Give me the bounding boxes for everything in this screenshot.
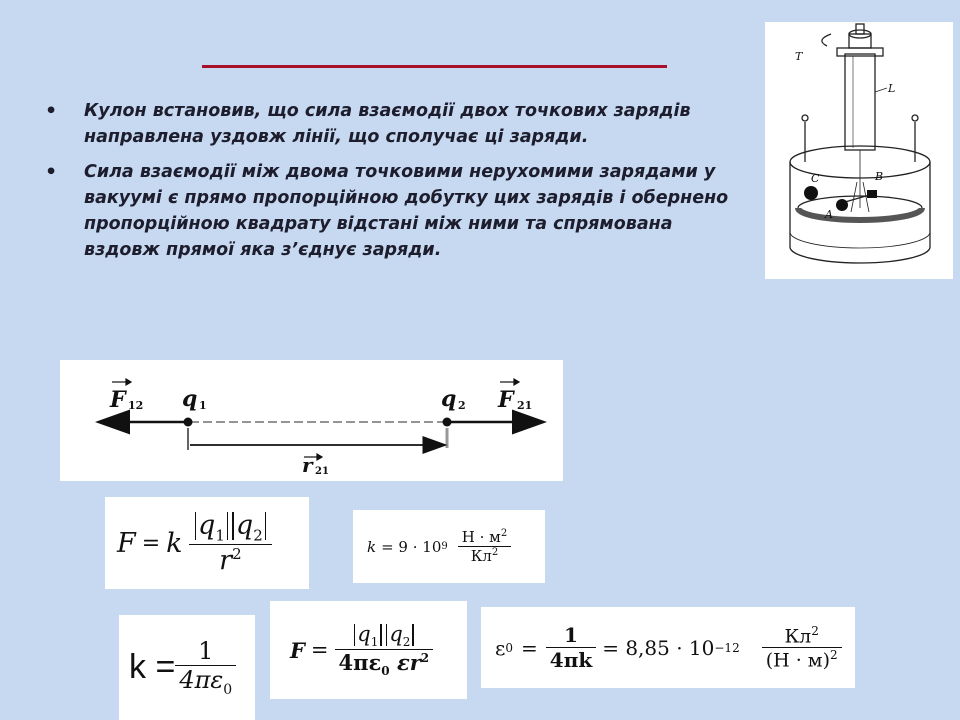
q1-label: q [182,386,198,412]
epsilon-zero-formula [481,607,855,688]
formula-power: −12 [714,640,740,655]
q1-sub: 1 [199,399,207,412]
formula-lhs: ε [495,635,506,660]
label-l: L [888,82,896,95]
bullet-dot-icon: • [45,161,58,183]
f21-label: F [498,387,514,413]
r21-sub: 21 [315,466,329,477]
bullet-item [44,98,754,150]
fraction-numerator: 1 [564,623,578,647]
q1-symbol: q [198,509,216,541]
den-sub: 0 [381,664,390,679]
label-b: B [875,170,884,183]
unit-num-text: Н · м [461,528,501,546]
charged-ball-icon [804,186,818,200]
formula-equals: = [141,530,161,556]
unit-den-pow: 2 [491,547,499,558]
f12-sub: 12 [128,399,144,412]
q2-label: q [441,386,457,412]
charge-q2-dot [443,418,452,427]
formula-equals: = [521,635,538,660]
q2-sub: 2 [253,526,263,545]
k-value-formula [353,510,545,583]
unit-den-text: Кл [470,547,492,565]
label-c: C [811,172,820,185]
formula-fraction [335,622,434,678]
unit-num-pow: 2 [811,623,819,638]
fraction-numerator [335,622,434,649]
formula-equals: = [310,638,329,662]
force-vector-drawing [60,360,563,481]
bullet-dot-icon: • [45,100,58,122]
formula-lhs-sub: 0 [505,640,514,655]
formula-fraction [189,510,273,576]
r-symbol: r [219,545,233,577]
unit-fraction [762,624,842,672]
q1-sub: 1 [370,635,379,649]
coulomb-law-formula [105,497,309,589]
r-power: 2 [232,545,242,564]
q1-symbol: q [357,621,371,646]
den-pow: 2 [420,651,430,665]
fraction-numerator: 1 [198,637,214,666]
bullet-list [44,98,754,272]
den-sub: 0 [223,681,233,698]
formula-lhs: k [367,537,377,556]
title-underline [202,65,667,68]
formula-fraction [175,637,236,698]
formula-power: 9 [441,541,448,552]
fraction-denominator [335,649,434,678]
unit-num-text: Кл [784,625,812,647]
charged-ball-icon [836,199,848,211]
formula-k: k [166,527,183,559]
torsion-balance-figure [765,22,953,279]
label-a: A [825,208,833,221]
fraction-denominator: 4πk [546,647,596,672]
force-vector-diagram [60,360,563,481]
unit-den-pow: 2 [830,648,838,662]
q2-sub: 2 [402,635,411,649]
q2-symbol: q [389,621,403,646]
unit-numerator [762,624,842,647]
bullet-item [44,159,754,263]
unit-numerator [458,528,511,546]
unit-den-text: (Н · м) [765,649,830,672]
torsion-balance-drawing [765,22,953,279]
q2-sub: 2 [458,399,466,412]
coulomb-medium-formula [270,601,467,699]
f12-label: F [110,387,126,413]
k-definition-formula [119,615,255,720]
label-t: T [795,50,803,63]
den-part-a: 4πε [338,650,382,675]
q1-sub: 1 [215,526,225,545]
formula-value: = 8,85 · 10 [602,635,715,660]
q2-symbol: q [235,509,254,541]
bullet-text: Сила взаємодії між двома точковими нерухомими зарядами у вакуумі є прямо пропорційною добутку цих зарядів і обернено пропорційною квадрату відстані між ними та спрямована вздовж прямої яка з’єднує заряди. [84,162,729,260]
unit-denominator [762,647,842,671]
formula-lhs: k = [129,648,176,686]
formula-lhs: F [117,527,136,559]
fraction-numerator [189,510,273,544]
formula-value: = 9 · 10 [381,537,442,556]
unit-fraction [458,528,511,565]
unit-denominator [458,546,511,565]
fraction-denominator [175,665,236,698]
formula-lhs: F [290,637,305,663]
den-part-b: εr [389,650,421,675]
unit-num-pow: 2 [500,528,508,539]
r21-label: r [302,453,313,477]
bullet-text: Кулон встановив, що сила взаємодії двох точкових зарядів направлена уздовж лінії, що сполучає ці заряди. [84,101,691,147]
f21-sub: 21 [517,399,533,412]
formula-fraction [546,623,596,672]
charge-q1-dot [184,418,193,427]
fraction-denominator [189,544,273,576]
den-text: 4πε [179,666,224,695]
